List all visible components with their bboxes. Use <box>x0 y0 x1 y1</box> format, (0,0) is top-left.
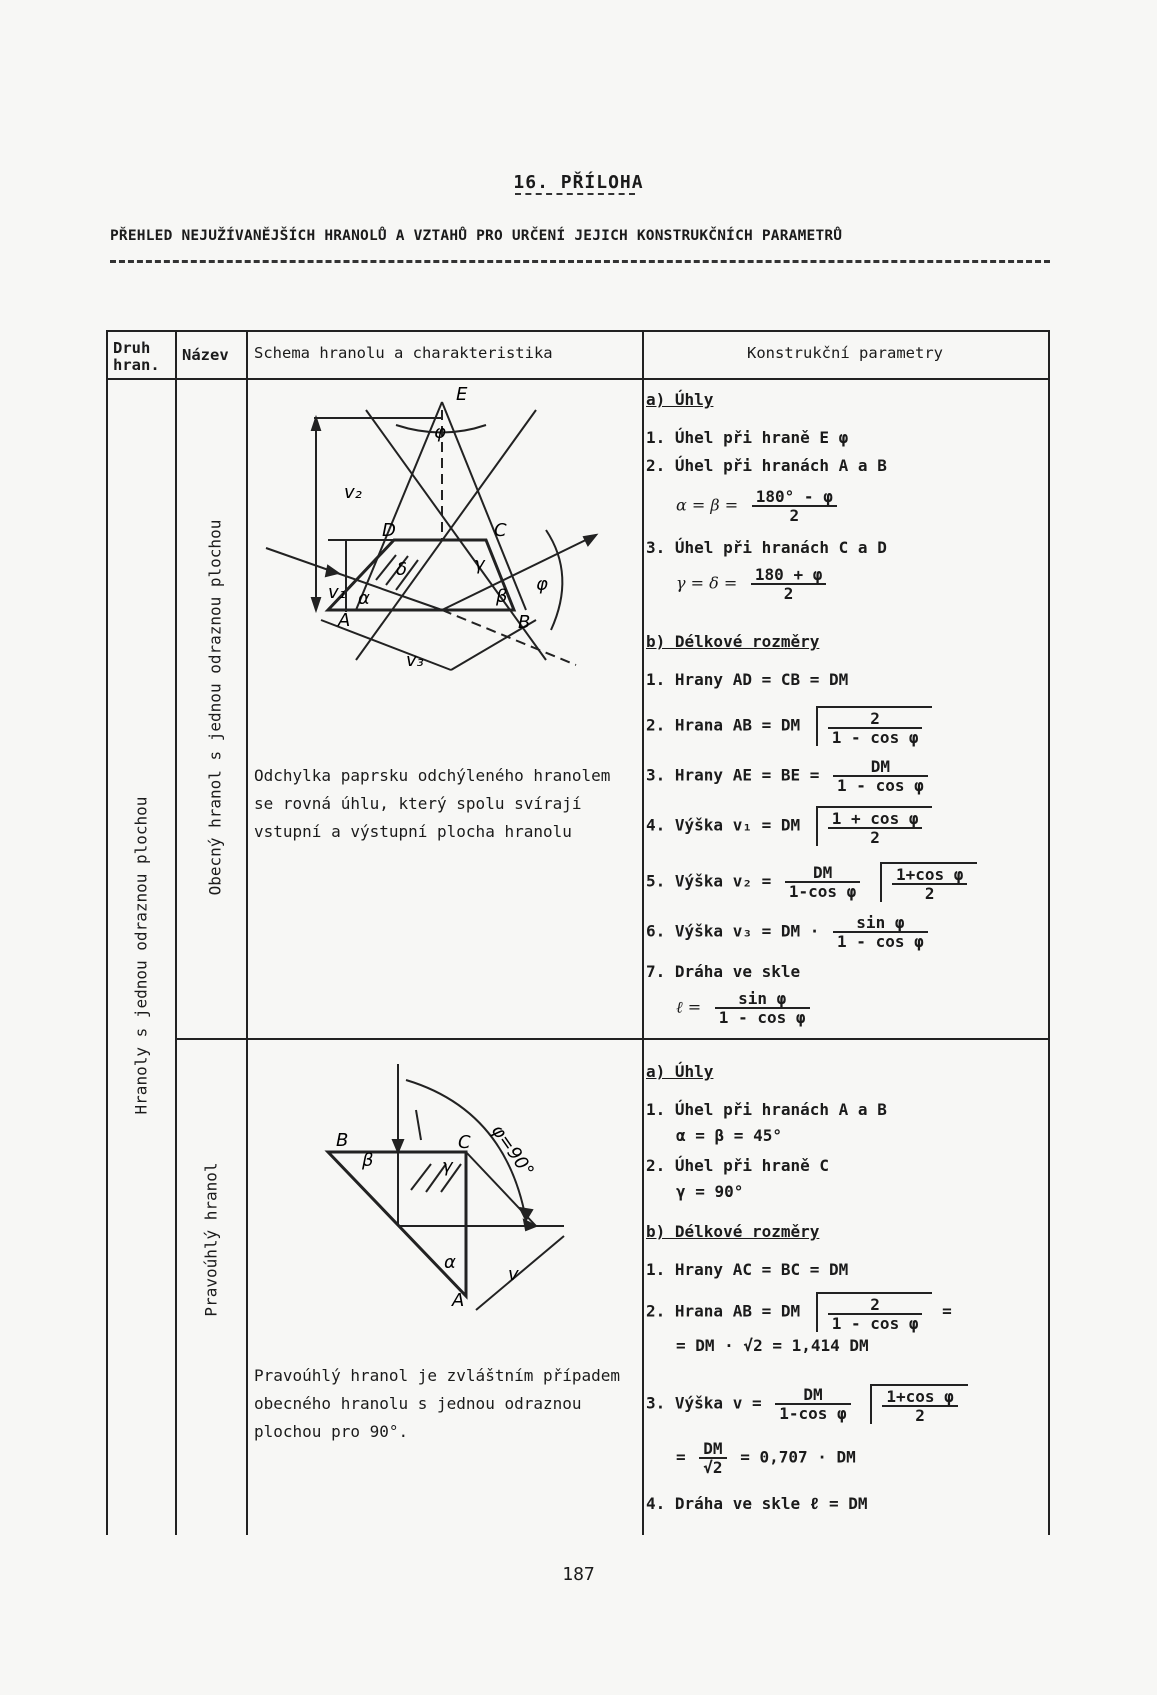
page-number: 187 <box>562 1564 595 1585</box>
label-gamma-2: γ <box>442 1156 453 1177</box>
r1-a2: 2. Úhel při hranách A a B <box>646 456 887 475</box>
col-header-schema: Schema hranolu a charakteristika <box>254 344 553 362</box>
r2-b3: 3. Výška v = $\frac{DM}{\text{1-cos φ}}$ $\frac{\text{1+cos φ}}{2}$ <box>646 1384 968 1424</box>
label-v1: v₁ <box>328 582 346 603</box>
r2-b2: 2. Hrana AB = DM $\frac{2}{\text{1 - cos φ}}$ = <box>646 1292 952 1332</box>
label-phi90: φ=90° <box>486 1120 538 1182</box>
r2-a2-val: γ = 90° <box>676 1182 744 1201</box>
r2-a2: 2. Úhel při hraně C <box>646 1156 830 1175</box>
r1-b3: 3. Hrany AE = BE = $\frac{DM}{\text{1 - cos φ}}$ <box>646 758 932 794</box>
r2-b4: 4. Dráha ve skle ℓ = DM <box>646 1494 868 1513</box>
col-header-druh: Druh hran. <box>113 339 160 374</box>
r1-b-title: b) Délkové rozměry <box>646 632 820 651</box>
page-subheading: PŘEHLED NEJUŽÍVANĚJŠÍCH HRANOLŮ A VZTAHŮ PRO URČENÍ JEJICH KONSTRUKČNÍCH PARAMETRŮ <box>110 228 843 244</box>
label-E: E <box>456 384 468 405</box>
label-v3: v₃ <box>406 650 424 671</box>
r2-b3-line2: = $\frac{DM}{√2}$ = 0,707 · DM <box>676 1439 856 1477</box>
col-header-nazev: Název <box>182 346 229 364</box>
r2-a1-val: α = β = 45° <box>676 1126 782 1145</box>
r1-b7-formula: ℓ = $\frac{\text{sin φ}}{\text{1 - cos φ}}$ <box>676 990 814 1026</box>
r2-b-title: b) Délkové rozměry <box>646 1222 820 1241</box>
row2-name: Pravoúhlý hranol <box>201 1162 221 1317</box>
r2-b2-line2: = DM · √2 = 1,414 DM <box>676 1336 869 1355</box>
r1-a3: 3. Úhel při hranách C a D <box>646 538 887 557</box>
label-alpha-2: α <box>444 1252 456 1273</box>
r2-b1: 1. Hrany AC = BC = DM <box>646 1260 849 1279</box>
page-heading: 16. PŘÍLOHA <box>513 172 644 193</box>
r1-a3-formula: γ = δ = $\frac{180 + \varphi}{2}$ <box>676 566 830 602</box>
label-alpha: α <box>358 588 370 609</box>
general-prism-diagram <box>246 380 642 720</box>
label-B: B <box>518 612 531 633</box>
subheading-underline <box>110 260 1050 263</box>
label-v-2: v <box>508 1264 519 1285</box>
r2-a-title: a) Úhly <box>646 1062 714 1081</box>
r1-a1: 1. Úhel při hraně E φ <box>646 428 849 447</box>
col-header-parametry: Konstrukční parametry <box>747 344 943 362</box>
r1-b6: 6. Výška v₃ = DM · $\frac{\text{sin φ}}{\text{1 - cos φ}}$ <box>646 914 932 950</box>
row1-description: Odchylka paprsku odchýleného hranolem se rovná úhlu, který spolu svírají vstupní a výstupní plocha hranolu <box>254 766 611 841</box>
label-A-2: A <box>452 1290 465 1311</box>
label-beta: β <box>496 586 508 607</box>
label-phi-top: φ <box>434 422 446 443</box>
label-v2: v₂ <box>344 482 362 503</box>
label-D: D <box>382 520 396 541</box>
r1-b7: 7. Dráha ve skle <box>646 962 801 981</box>
row2-description: Pravoúhlý hranol je zvláštním případem obecného hranolu s jednou odraznou plochou pro 90°. <box>254 1366 621 1441</box>
label-delta: δ <box>396 559 408 580</box>
r1-a-title: a) Úhly <box>646 390 714 409</box>
right-angle-prism-diagram <box>246 1040 642 1340</box>
label-C-2: C <box>458 1132 471 1153</box>
label-gamma: γ <box>474 554 485 575</box>
r1-b4: 4. Výška v₁ = DM $\frac{\text{1 + cos φ}}{2}$ <box>646 806 932 846</box>
label-phi-right: φ <box>536 574 548 595</box>
label-C: C <box>494 520 507 541</box>
label-B-2: B <box>336 1130 349 1151</box>
r1-a2-formula: α = β = $\frac{180^\circ - \varphi}{2}$ <box>676 488 841 524</box>
label-A: A <box>338 610 351 631</box>
group-label: Hranoly s jednou odraznou plochou <box>131 796 151 1115</box>
r1-b2: 2. Hrana AB = DM $\frac{2}{\text{1 - cos φ}}$ <box>646 706 932 746</box>
heading-underline <box>515 193 635 195</box>
r1-b5: 5. Výška v₂ = $\frac{DM}{\text{1-cos φ}}$ $\frac{\text{1+cos φ}}{2}$ <box>646 862 977 902</box>
r2-a1: 1. Úhel při hranách A a B <box>646 1100 887 1119</box>
row1-name: Obecný hranol s jednou odraznou plochou <box>205 519 225 896</box>
label-beta-2: β <box>362 1150 374 1171</box>
r1-b1: 1. Hrany AD = CB = DM <box>646 670 849 689</box>
